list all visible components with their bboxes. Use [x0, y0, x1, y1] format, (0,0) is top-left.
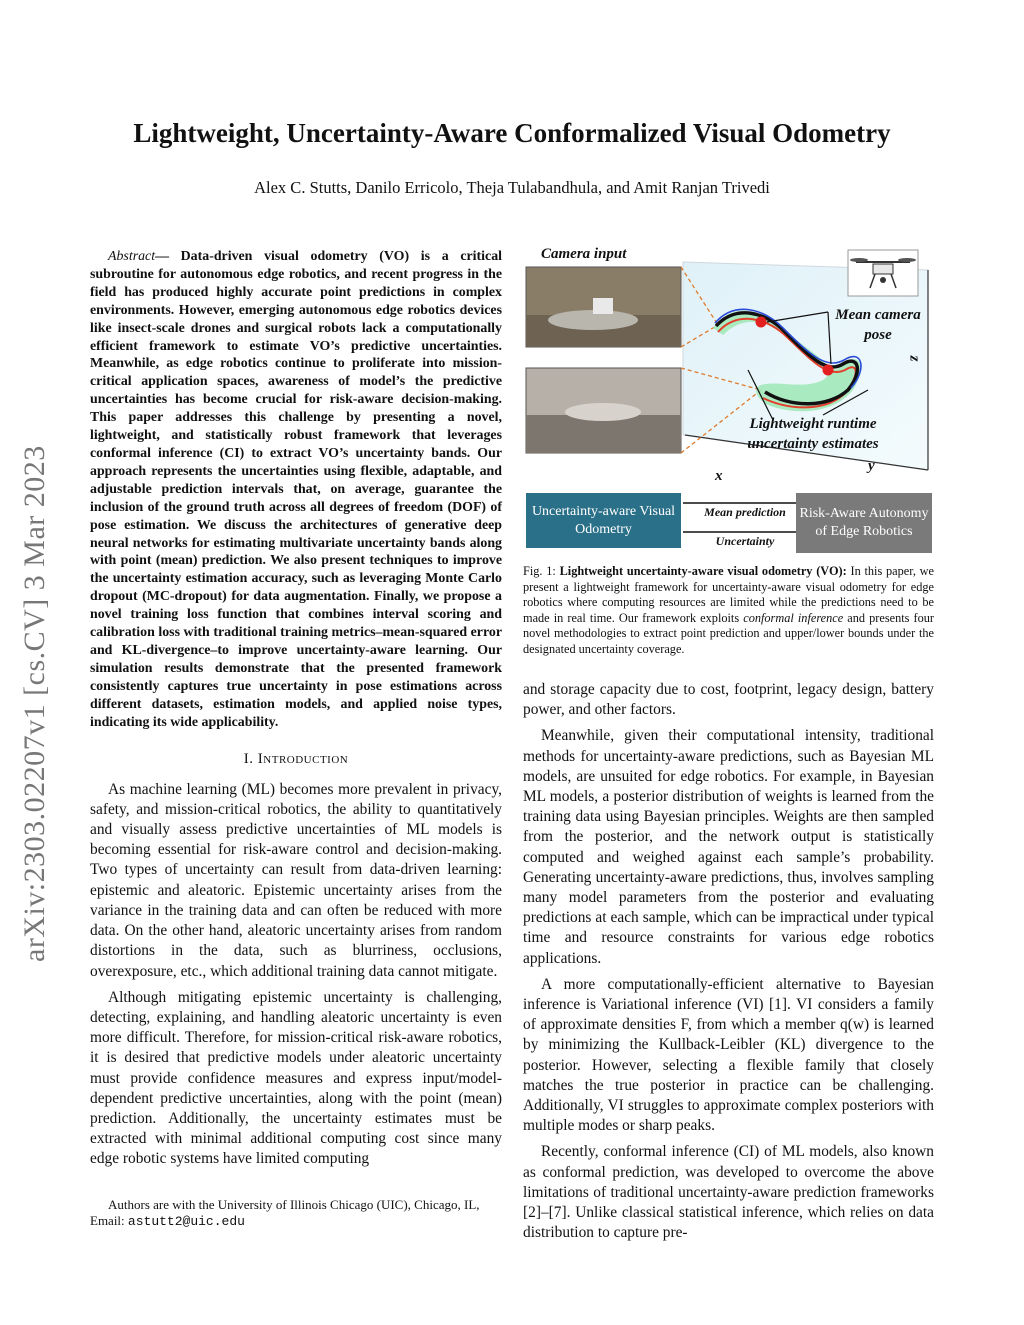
mean-pose-marker [756, 317, 767, 328]
axis-label-x: x [715, 468, 723, 484]
mean-pose-marker [823, 365, 834, 376]
section-heading [90, 749, 502, 769]
intro-paragraph-2: Although mitigating epistemic uncertainty is challenging, detecting, explaining, and handling aleatoric uncertainty is even more difficult. Therefore, for mission-critical risk-aware robotics, it is desired that predictive models under aleatoric uncertainty must provide confidence measures and express input/model-dependent predictive uncertainties, along with the point (mean) prediction. Additionally, the uncertainty estimates must be extracted with minimal additional computing cost since many edge robotic systems have limited computing [90, 988, 502, 1168]
right-column [523, 680, 934, 1249]
label-camera-input: Camera input [541, 246, 627, 262]
frame-1-object [593, 298, 613, 314]
label-mean-prediction: Mean prediction [704, 505, 786, 519]
footnote-email-label: Email: [90, 1213, 125, 1228]
frame-2-table [565, 403, 641, 421]
author-list: Alex C. Stutts, Danilo Erricolo, Theja Tulabandhula, and Amit Ranjan Trivedi [254, 178, 770, 197]
caption-label: Fig. 1: [523, 564, 556, 578]
label-uncertainty: Uncertainty [715, 534, 775, 548]
intro-paragraph-5: A more computationally-efficient alternative to Bayesian inference is Variational inference (VI) [1]. VI considers a family of approximate densities F, from which a member q(w) is learned by minimizing the Kullback-Leibler (KL) divergence to the posterior. However, selecting a flexible family that closely matches the true posterior in practice can be challenging. Additionally, VI struggles to approximate complex posteriors with multiple modes or sharp peaks. [523, 975, 934, 1135]
caption-text-1: In this paper, we present a lightweight framework for uncertainty-aware visual odometry for edge robotics where computing resources are limited while the predictions need to be made in real time. Our framework exploits [523, 564, 934, 625]
figure-caption [523, 564, 934, 658]
intro-paragraph-4: Meanwhile, given their computational intensity, traditional methods for uncertainty-aware predictions, such as Bayesian ML models, are unsuited for edge robotics. For example, in Bayesian ML models, a posterior distribution of weights is learned from the training data using Bayesian principles. Weights are then sampled from the posterior, and the network output is statistically computed and weighed against each sample’s probability. Generating uncertainty-aware predictions, thus, involves sampling many model parameters from the posterior and evaluating predictions at each sample, which can be impractical under typical time and resource constraints for various edge robotics applications. [523, 727, 934, 967]
axis-label-z: z [906, 355, 923, 362]
abstract [90, 248, 502, 731]
intro-paragraph-6: Recently, conformal inference (CI) of ML models, also known as conformal prediction, was developed to overcome the above limitations of traditional uncertainty-aware prediction frameworks [2]–[7]. Unlike classical statistical inference, which relies on data distribution to capture pre- [523, 1143, 934, 1242]
abstract-lead: Abstract [108, 249, 156, 264]
box-risk-aware-autonomy [796, 493, 932, 553]
abstract-text: — Data-driven visual odometry (VO) is a critical subroutine for autonomous edge robotics, and recent progress in the field has produced highly accurate point predictions in complex environments. However, emerging autonomous edge robotics devices like insect-scale drones and surgical robots lack a computationally efficient framework to estimate VO’s predictive uncertainties. Meanwhile, as edge robotics continue to proliferate into mission-critical application spaces, awareness of model’s the predictive uncertainties has become crucial for risk-aware decision-making. This paper addresses this challenge by presenting a novel, lightweight, and statistically robust framework that leverages conformal inference (CI) to extract VO’s uncertainty bands. Our approach represents the uncertainties using flexible, adaptable, and adjustable prediction intervals that, on average, guarantee the inclusion of the ground truth across all degrees of freedom (DOF) of pose estimation. We discuss the architectures of generative deep neural networks for estimating multivariate uncertainty bands along with point (mean) prediction. We also present techniques to improve the uncertainty estimation accuracy, such as leveraging Monte Carlo dropout (MC-dropout) for data augmentation. Finally, we propose a novel training loss function that combines interval scoring and calibration loss with traditional training metrics–mean-squared error and KL-divergence–to improve uncertainty-aware learning. Our simulation results demonstrate that the presented framework consistently captures true uncertainty in pose estimations across different datasets, estimation models, and applied noise types, indicating its wide applicability. [90, 249, 502, 730]
figure-1 [523, 240, 935, 560]
intro-paragraph-3: and storage capacity due to cost, footprint, legacy design, battery power, and other factors. [523, 681, 934, 719]
footnote [90, 1197, 502, 1230]
box-vo-label: Uncertainty-aware Visual Odometry [531, 503, 676, 537]
footnote-affiliation: Authors are with the University of Illinois Chicago (UIC), Chicago, IL, [108, 1197, 480, 1212]
section-title: Introduction [257, 751, 349, 768]
box-uncertainty-aware-vo [526, 493, 681, 548]
drone-icon [848, 250, 918, 296]
label-mean-pose: Mean camera pose [835, 307, 921, 343]
arxiv-identifier: arXiv:2303.02207v1 [cs.CV] 3 Mar 2023 [18, 445, 51, 962]
caption-text-2: and presents four novel methodologies to extract point prediction and upper/lower bounds under the designated uncertainty coverage. [523, 610, 935, 656]
intro-paragraph-1: As machine learning (ML) becomes more prevalent in privacy, safety, and mission-critical robotics, the ability to quantitatively and visually assess predictive uncertainties of ML models is becoming essential for risk-aware control and decision-making. Two types of uncertainty can result from data-driven learning: epistemic and aleatoric. Epistemic uncertainty arises from the variance in the training data and can often be reduced with more data. On the other hand, aleatoric uncertainty arises from random distortions in the data, such as blurriness, occlusions, overexposure, etc., which additional training data cannot mitigate. [90, 780, 502, 980]
label-uncertainty-estimates: Lightweight runtime uncertainty estimates [747, 416, 879, 452]
section-number: I. [243, 751, 254, 768]
paper-title: Lightweight, Uncertainty-Aware Conformalized Visual Odometry [133, 118, 891, 148]
left-column [90, 248, 502, 1176]
caption-title: Lightweight uncertainty-aware visual odometry (VO): [559, 564, 847, 578]
axis-label-y: y [868, 458, 875, 474]
box-risk-label: Risk-Aware Autonomy of Edge Robotics [799, 506, 929, 539]
caption-italic: conformal inference [743, 610, 844, 625]
author-email: astutt2@uic.edu [127, 1214, 245, 1229]
